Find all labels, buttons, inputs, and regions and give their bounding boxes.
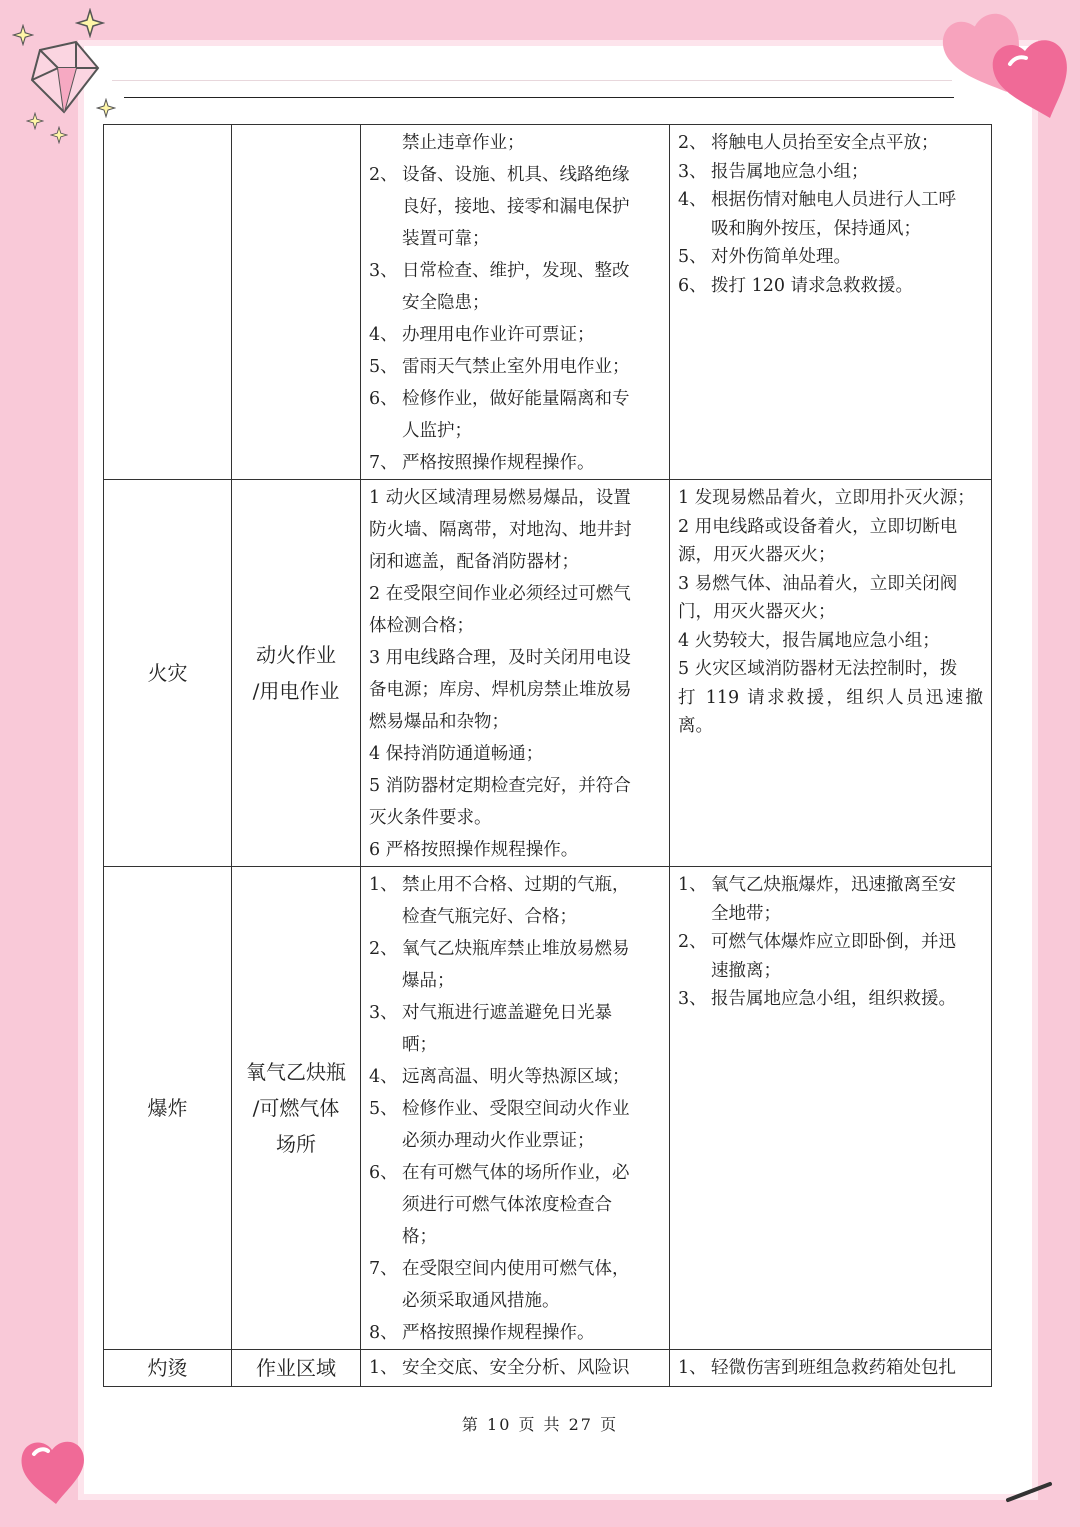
list-item-number: 4、 [678, 190, 707, 210]
work-site-cell [232, 480, 361, 867]
sparkle-icon [75, 8, 105, 38]
hazard-type-cell: 灼烫 [104, 1350, 232, 1387]
list-item-number: 1、 [678, 875, 707, 895]
list-item [369, 869, 661, 901]
list-item-text: 燃易爆品和杂物； [369, 712, 509, 732]
list-item [369, 770, 661, 802]
list-item-number: 3、 [678, 989, 707, 1009]
list-item-number: 1、 [678, 1358, 707, 1378]
list-item-text: 1 发现易燃品着火，立即用扑灭火源； [678, 488, 975, 508]
list-item [369, 1189, 661, 1221]
list-item-number: 8、 [369, 1323, 398, 1343]
list-item [369, 901, 661, 933]
list-item-text: 6 严格按照操作规程操作。 [369, 840, 579, 860]
list-item-number: 4、 [369, 325, 398, 345]
work-site-line: 作业区域 [256, 1356, 336, 1380]
list-item-number: 4、 [369, 1067, 398, 1087]
list-item-text: 禁止违章作业； [402, 133, 525, 153]
list-item-text: 2 在受限空间作业必须经过可燃气 [369, 584, 631, 604]
list-item [678, 215, 983, 244]
table-row [104, 867, 992, 1350]
list-item-text: 体检测合格； [369, 616, 474, 636]
list-item-number: 2、 [678, 133, 707, 153]
list-item [678, 484, 983, 513]
work-site-line: /可燃气体 [252, 1096, 340, 1120]
list-item [678, 957, 983, 986]
list-item [369, 642, 661, 674]
list-item-text: 根据伤情对触电人员进行人工呼 [711, 190, 956, 210]
list-item [369, 287, 661, 319]
list-item-text: 安全隐患； [402, 293, 490, 313]
list-item-text: 办理用电作业许可票证； [402, 325, 595, 345]
list-item-text: 良好，接地、接零和漏电保护 [402, 197, 630, 217]
preventive-measures-cell [361, 480, 670, 867]
list-item-text: 速撤离； [711, 960, 781, 981]
list-item [678, 158, 983, 187]
list-item [369, 997, 661, 1029]
list-item [678, 129, 983, 158]
list-item [678, 186, 983, 215]
list-item-text: 格； [402, 1227, 437, 1247]
list-item-number: 5、 [369, 357, 398, 377]
table-row [104, 125, 992, 480]
list-item-text: 全地带； [711, 903, 781, 924]
list-item-text: 晒； [402, 1035, 437, 1055]
list-item-text: 必须办理动火作业票证； [402, 1131, 595, 1151]
list-item-number: 7、 [369, 1259, 398, 1279]
list-item [678, 272, 983, 301]
list-item [678, 900, 983, 929]
list-item-text: 对外伤简单处理。 [711, 247, 851, 267]
list-item-text: 源，用灭火器灭火； [678, 545, 836, 565]
list-item [369, 447, 661, 479]
list-item-text: 2 用电线路或设备着火，立即切断电 [678, 516, 958, 537]
list-item-text: 5 消防器材定期检查完好，并符合 [369, 776, 631, 796]
list-item [369, 546, 661, 578]
header-thin-rule [112, 80, 952, 81]
heart-icon [14, 1432, 94, 1512]
header-rule [124, 97, 954, 98]
list-item-text: 5 火灾区域消防器材无法控制时，拨 [678, 659, 958, 679]
list-item [678, 243, 983, 272]
list-item-text: 门，用灭火器灭火； [678, 602, 836, 622]
list-item [369, 351, 661, 383]
list-item [678, 1354, 983, 1383]
pen-icon [1006, 1478, 1056, 1508]
preventive-measures-cell [361, 1350, 670, 1387]
list-item-text: 日常检查、维护，发现、整改 [402, 261, 630, 281]
work-site-line: 氧气乙炔瓶 [246, 1060, 346, 1084]
list-item [678, 570, 983, 599]
hazard-table [103, 124, 992, 1387]
list-item-text: 雷雨天气禁止室外用电作业； [402, 357, 630, 377]
list-item [369, 383, 661, 415]
list-item-text: 备电源；库房、焊机房禁止堆放易 [369, 680, 632, 700]
list-item [369, 1061, 661, 1093]
work-site-line: /用电作业 [252, 679, 340, 703]
list-item-text: 吸和胸外按压，保持通风； [711, 218, 921, 239]
list-item-text: 检修作业、受限空间动火作业 [402, 1099, 630, 1119]
work-site-line: 场所 [276, 1132, 316, 1156]
list-item-text: 装置可靠； [402, 229, 490, 249]
list-item [369, 159, 661, 191]
list-item [369, 965, 661, 997]
list-item [369, 834, 661, 866]
list-item-number: 5、 [678, 247, 707, 267]
preventive-measures-cell [361, 125, 670, 480]
list-item [369, 1029, 661, 1061]
list-item-number: 7、 [369, 453, 398, 473]
list-item [369, 191, 661, 223]
emergency-measures-cell [670, 125, 992, 480]
list-item [678, 871, 983, 900]
list-item-text: 3 用电线路合理，及时关闭用电设 [369, 648, 631, 668]
list-item-text: 禁止用不合格、过期的气瓶， [402, 875, 630, 895]
hazard-type-cell: 爆炸 [104, 867, 232, 1350]
list-item-text: 爆品； [402, 971, 455, 991]
list-item-number: 5、 [369, 1099, 398, 1119]
emergency-measures-cell [670, 867, 992, 1350]
list-item-text: 安全交底、安全分析、风险识 [402, 1358, 630, 1378]
list-item [369, 610, 661, 642]
list-item [369, 1157, 661, 1189]
sparkle-icon [50, 126, 68, 144]
list-item-text: 氧气乙炔瓶库禁止堆放易燃易 [402, 939, 630, 959]
work-site-cell [232, 125, 361, 480]
work-site-cell [232, 867, 361, 1350]
list-item [369, 1125, 661, 1157]
list-item-number: 2、 [369, 939, 398, 959]
list-item [369, 1253, 661, 1285]
list-item-number: 6、 [678, 275, 707, 296]
list-item-text: 1 动火区域清理易燃易爆品，设置 [369, 488, 631, 508]
list-item-text: 检查气瓶完好、合格； [402, 907, 577, 927]
emergency-measures-cell [670, 1350, 992, 1387]
list-item-text: 严格按照操作规程操作。 [402, 1323, 595, 1343]
list-item-number: 2、 [369, 165, 398, 185]
list-item [678, 598, 983, 627]
list-item [369, 706, 661, 738]
work-site-cell [232, 1350, 361, 1387]
list-item-text: 可燃气体爆炸应立即卧倒，并迅 [711, 932, 956, 952]
list-item-text: 闭和遮盖，配备消防器材； [369, 552, 579, 572]
list-item-text: 打 119 请求救援，组织人员迅速撤离。 [678, 687, 983, 736]
sparkle-icon [12, 24, 34, 46]
list-item-number: 3、 [678, 161, 707, 182]
list-item [369, 127, 661, 159]
list-item [369, 578, 661, 610]
table-row [104, 1350, 992, 1387]
list-item [369, 738, 661, 770]
list-item-text: 必须采取通风措施。 [402, 1291, 560, 1311]
list-item-text: 报告属地应急小组，组织救援。 [711, 989, 956, 1009]
list-item [369, 1093, 661, 1125]
list-item [369, 255, 661, 287]
list-item-text: 将触电人员抬至安全点平放； [711, 133, 939, 153]
hazard-type-cell [104, 125, 232, 480]
list-item-number: 6、 [369, 1163, 398, 1183]
list-item [678, 928, 983, 957]
list-item [369, 1285, 661, 1317]
list-item [369, 482, 661, 514]
list-item [369, 1317, 661, 1349]
list-item-number: 1、 [369, 1358, 398, 1378]
work-site-line: 动火作业 [256, 643, 336, 667]
list-item-text: 氧气乙炔瓶爆炸，迅速撤离至安 [711, 875, 956, 895]
list-item [678, 684, 983, 741]
list-item-number: 3、 [369, 1003, 398, 1023]
table-row [104, 480, 992, 867]
list-item [678, 627, 983, 656]
list-item-text: 拨打 120 请求急救救援。 [711, 275, 914, 296]
list-item-text: 在有可燃气体的场所作业，必 [402, 1163, 630, 1183]
list-item-text: 3 易燃气体、油品着火，立即关闭阀 [678, 573, 958, 594]
list-item-text: 设备、设施、机具、线路绝缘 [402, 165, 630, 185]
list-item-text: 灭火条件要求。 [369, 808, 492, 828]
sparkle-icon [96, 98, 116, 118]
list-item [369, 514, 661, 546]
list-item [369, 1352, 661, 1384]
list-item-text: 轻微伤害到班组急救药箱处包扎 [711, 1358, 956, 1378]
list-item-text: 4 保持消防通道畅通； [369, 744, 544, 764]
list-item [369, 674, 661, 706]
list-item [678, 541, 983, 570]
page-number: 第 10 页 共 27 页 [461, 1415, 619, 1434]
list-item-text: 须进行可燃气体浓度检查合 [402, 1195, 612, 1215]
list-item-text: 检修作业，做好能量隔离和专 [402, 389, 630, 409]
list-item-text: 在受限空间内使用可燃气体， [402, 1259, 630, 1279]
list-item [678, 513, 983, 542]
list-item [369, 802, 661, 834]
list-item-text: 4 火势较大，报告属地应急小组； [678, 630, 940, 651]
list-item-text: 对气瓶进行遮盖避免日光暴 [402, 1003, 612, 1023]
list-item [369, 319, 661, 351]
list-item [678, 655, 983, 684]
list-item [369, 223, 661, 255]
list-item-number: 1、 [369, 875, 398, 895]
list-item-text: 报告属地应急小组； [711, 161, 869, 182]
list-item-text: 严格按照操作规程操作。 [402, 453, 595, 473]
list-item-text: 防火墙、隔离带，对地沟、地井封 [369, 520, 632, 540]
preventive-measures-cell [361, 867, 670, 1350]
list-item [369, 933, 661, 965]
list-item-number: 6、 [369, 389, 398, 409]
list-item-text: 远离高温、明火等热源区域； [402, 1067, 630, 1087]
list-item-text: 人监护； [402, 421, 472, 441]
list-item-number: 3、 [369, 261, 398, 281]
list-item [369, 1221, 661, 1253]
list-item [369, 415, 661, 447]
hazard-type-cell: 火灾 [104, 480, 232, 867]
sparkle-icon [26, 112, 44, 130]
list-item [678, 985, 983, 1014]
list-item-number: 2、 [678, 932, 707, 952]
emergency-measures-cell [670, 480, 992, 867]
